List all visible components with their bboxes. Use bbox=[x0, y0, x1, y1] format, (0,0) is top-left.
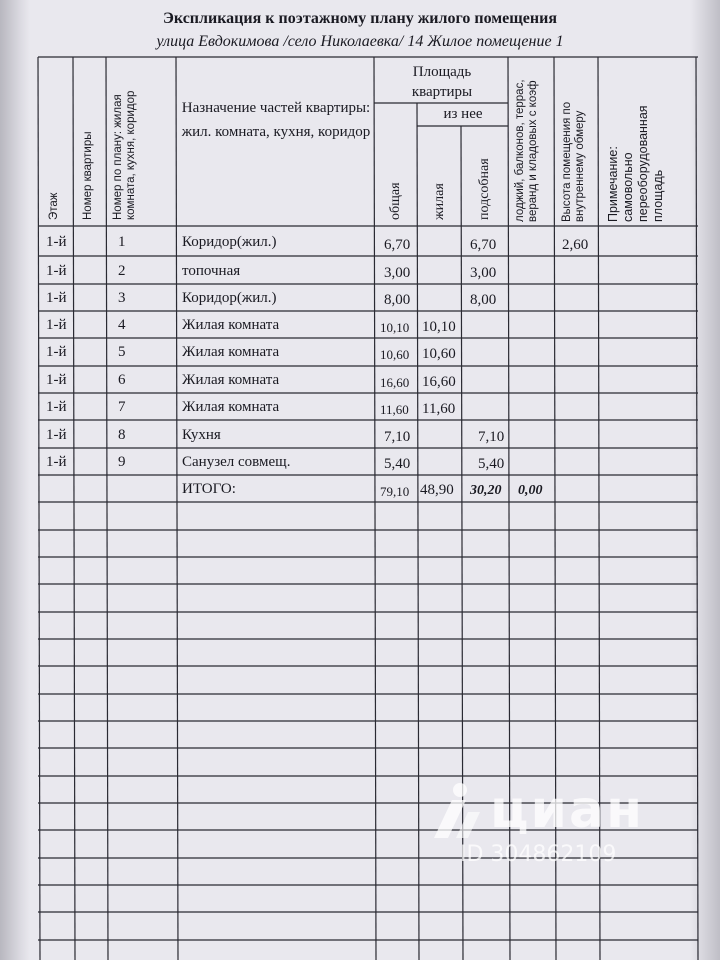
cell-total: 3,00 bbox=[384, 265, 411, 281]
cell-total: 7,10 bbox=[384, 429, 411, 445]
cell-name: Санузел совмещ. bbox=[182, 454, 291, 470]
totals-loggia: 0,00 bbox=[518, 483, 543, 498]
cell-name: топочная bbox=[182, 263, 241, 279]
cell-total: 16,60 bbox=[380, 375, 410, 390]
cell-name: Коридор(жил.) bbox=[182, 290, 277, 306]
cell-total: 8,00 bbox=[384, 292, 411, 308]
cell-total: 10,60 bbox=[380, 347, 410, 362]
header-loggias: лоджий, балконов, террас, веранд и кладовых с коэф bbox=[514, 79, 539, 222]
watermark-brand: циан bbox=[490, 780, 644, 840]
cell-aux: 6,70 bbox=[470, 237, 497, 253]
cell-living: 10,10 bbox=[422, 319, 456, 335]
cell-name: Кухня bbox=[182, 427, 221, 443]
cell-total: 11,60 bbox=[380, 402, 409, 417]
cell-no: 1 bbox=[118, 234, 126, 250]
totals-living: 48,90 bbox=[420, 482, 454, 498]
header-plan-no: Номер по плану: жилая комната, кухня, коридор bbox=[112, 90, 137, 220]
cell-floor: 1-й bbox=[46, 317, 67, 333]
cell-no: 2 bbox=[118, 263, 126, 279]
totals-total: 79,10 bbox=[380, 484, 410, 499]
cell-no: 7 bbox=[118, 399, 126, 415]
cell-total: 10,10 bbox=[380, 320, 410, 335]
cell-living: 10,60 bbox=[422, 346, 456, 362]
totals-aux: 30,20 bbox=[470, 483, 502, 498]
header-note: Примечание: самовольно переоборудованная площадь bbox=[606, 105, 665, 222]
cell-name: Жилая комната bbox=[182, 344, 280, 360]
cell-name: Коридор(жил.) bbox=[182, 234, 277, 250]
cell-no: 5 bbox=[118, 344, 126, 360]
totals-label: ИТОГО: bbox=[182, 481, 236, 497]
header-living: жилая bbox=[432, 183, 447, 220]
cell-name: Жилая комната bbox=[182, 317, 280, 333]
document-title: Экспликация к поэтажному плану жилого помещения bbox=[163, 10, 557, 27]
cell-floor: 1-й bbox=[46, 399, 67, 415]
header-area-group: Площадь квартиры bbox=[411, 64, 473, 100]
header-purpose: Назначение частей квартиры: жил. комната, кухня, коридор bbox=[181, 100, 371, 140]
cell-floor: 1-й bbox=[46, 344, 67, 360]
header-apartment-no: Номер квартиры bbox=[82, 131, 94, 220]
cell-aux: 5,40 bbox=[478, 456, 505, 472]
cell-floor: 1-й bbox=[46, 454, 67, 470]
header-of-which: из нее bbox=[443, 106, 483, 122]
cell-height: 2,60 bbox=[562, 237, 589, 253]
cell-aux: 8,00 bbox=[470, 292, 497, 308]
header-height: Высота помещения по внутреннему обмеру bbox=[561, 101, 586, 222]
cian-logo-icon bbox=[430, 780, 484, 842]
cell-no: 9 bbox=[118, 454, 126, 470]
header-auxiliary: подсобная bbox=[477, 158, 492, 220]
cell-floor: 1-й bbox=[46, 427, 67, 443]
cell-no: 4 bbox=[118, 317, 126, 333]
cell-floor: 1-й bbox=[46, 372, 67, 388]
header-total: общая bbox=[388, 182, 403, 220]
cell-no: 8 bbox=[118, 427, 126, 443]
cell-name: Жилая комната bbox=[182, 372, 280, 388]
watermark-id: ID 304862109 bbox=[460, 842, 617, 867]
header-floor: Этаж bbox=[48, 192, 60, 220]
cell-floor: 1-й bbox=[46, 234, 67, 250]
cell-floor: 1-й bbox=[46, 263, 67, 279]
cell-total: 5,40 bbox=[384, 456, 411, 472]
cell-total: 6,70 bbox=[384, 237, 411, 253]
cell-living: 11,60 bbox=[422, 401, 456, 417]
cell-name: Жилая комната bbox=[182, 399, 280, 415]
document-subtitle: улица Евдокимова /село Николаевка/ 14 Жилое помещение 1 bbox=[156, 33, 564, 50]
cell-aux: 3,00 bbox=[470, 265, 497, 281]
cell-no: 3 bbox=[118, 290, 126, 306]
cell-floor: 1-й bbox=[46, 290, 67, 306]
cell-aux: 7,10 bbox=[478, 429, 505, 445]
cell-no: 6 bbox=[118, 372, 126, 388]
cell-living: 16,60 bbox=[422, 374, 456, 390]
